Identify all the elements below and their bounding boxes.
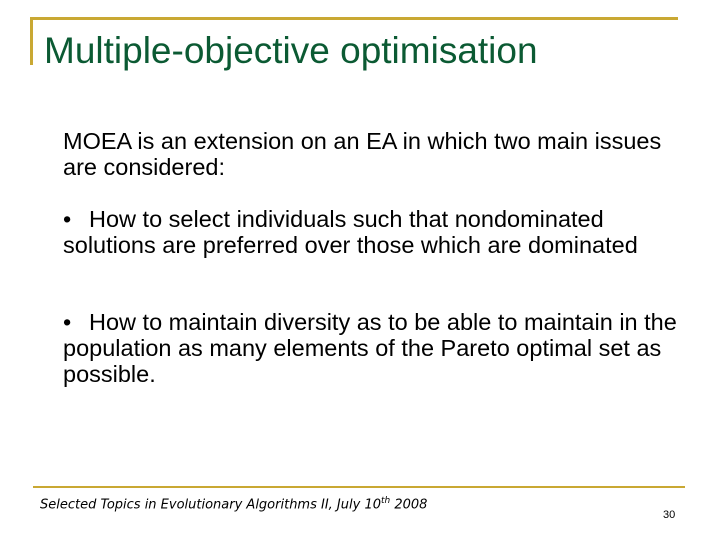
slide-title: Multiple-objective optimisation — [44, 30, 538, 71]
title-accent-line-top — [30, 17, 678, 20]
bullet-text: How to select individuals such that nondominated solutions are preferred over those which are dominated — [63, 206, 638, 258]
bullet-item — [63, 206, 683, 258]
footer-caption — [40, 496, 427, 512]
bullet-icon: • — [63, 206, 72, 232]
footer-text-main: Selected Topics in Evolutionary Algorithms II, July 10 — [40, 497, 381, 513]
footer-text-year: 2008 — [390, 497, 428, 513]
footer-ordinal-suffix: th — [380, 496, 391, 506]
bullet-icon: • — [63, 309, 72, 335]
title-accent-line-left — [30, 17, 33, 65]
page-number: 30 — [663, 509, 676, 521]
footer-divider — [33, 486, 685, 488]
bullet-text: How to maintain diversity as to be able to maintain in the population as many elements of the Pareto optimal set as possible. — [63, 309, 677, 387]
bullet-item — [63, 309, 683, 387]
intro-paragraph: MOEA is an extension on an EA in which two main issues are considered: — [63, 128, 662, 180]
